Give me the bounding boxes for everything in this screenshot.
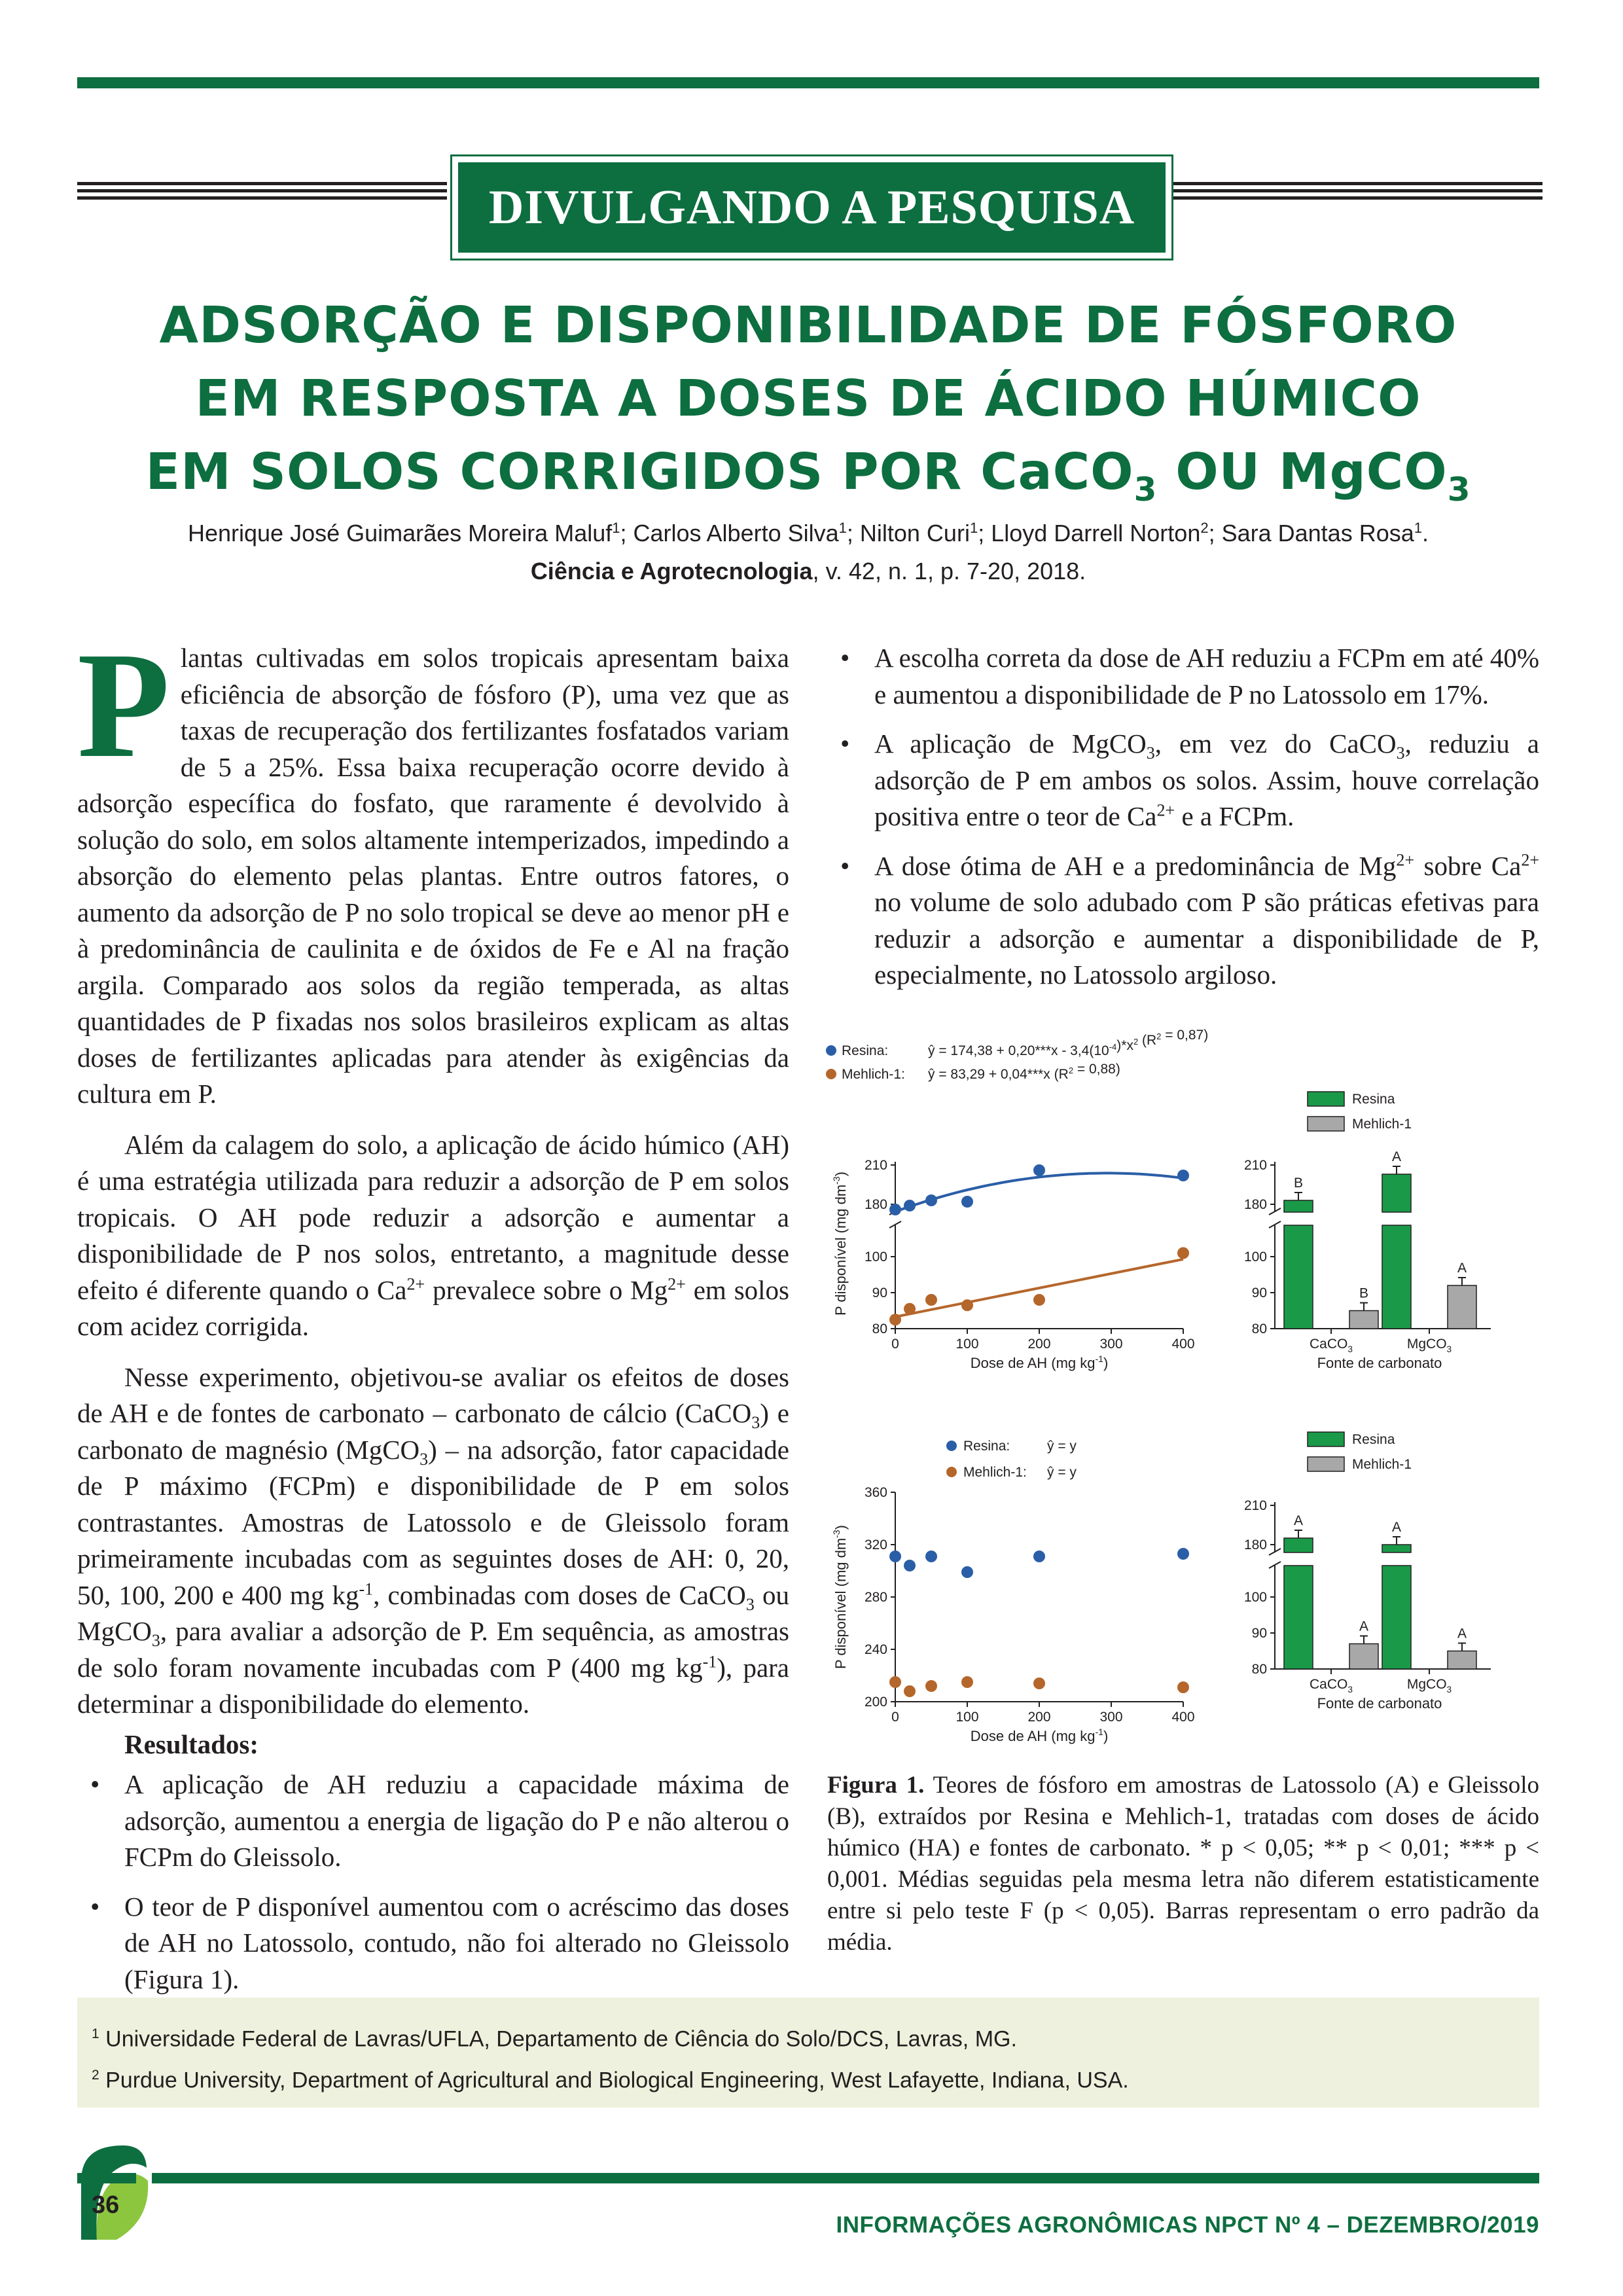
y-tick-label: 90 (872, 1285, 887, 1300)
data-point (925, 1680, 937, 1692)
significance-letter: A (1391, 1520, 1402, 1535)
journal-footer: INFORMAÇÕES AGRONÔMICAS NPCT Nº 4 – DEZEMBRO/2019 (836, 2212, 1539, 2238)
y-tick-label: 100 (1243, 1249, 1267, 1265)
y-tick-label: 180 (1243, 1197, 1267, 1212)
p3-sup1: -1 (359, 1579, 374, 1598)
data-point (1177, 1247, 1189, 1259)
x-axis-label: Fonte de carbonato (1317, 1355, 1442, 1371)
data-point (961, 1676, 973, 1688)
results-list-left (77, 1767, 789, 1998)
chart-a-bars (1230, 1086, 1544, 1407)
affil-mark: 1 (612, 520, 620, 536)
y-tick-label: 80 (1251, 1662, 1267, 1677)
legend-marker (826, 1069, 836, 1079)
y-tick-label: 90 (1251, 1285, 1267, 1300)
b5-c: no volume de solo adubado com P são práticas efetivas para reduzir a adsorção e aumentar a disponibilidade de P, especialmente, no Latossolo argiloso. (874, 887, 1539, 990)
title-line-3-a: EM SOLOS CORRIGIDOS POR CaCO (145, 443, 1134, 501)
x-axis-label: Dose de AH (mg $kg^{-1}$) (970, 1354, 1109, 1371)
title-line-1: ADSORÇÃO E DISPONIBILIDADE DE FÓSFORO (159, 296, 1457, 355)
y-tick-label: 210 (1243, 1158, 1267, 1173)
data-point (1033, 1164, 1045, 1176)
significance-letter: B (1359, 1285, 1369, 1301)
affil-mark: 1 (969, 520, 978, 536)
y-axis-label: P disponível (mg $dm^{-3}$) (831, 1525, 849, 1669)
data-point (925, 1294, 937, 1306)
data-point (904, 1303, 916, 1315)
p3-sub2: 3 (419, 1449, 429, 1469)
result-text-2: O teor de P disponível aumentou com o acréscimo das doses de AH no Latossolo, contudo, não foi alterado no Gleissolo (Figura 1). (124, 1891, 789, 1994)
significance-letter: B (1293, 1175, 1304, 1191)
left-column (77, 621, 790, 2011)
legend-label: Resina (1352, 1092, 1395, 1107)
legend-label: Mehlich-1 (1352, 1457, 1412, 1472)
x-axis-label: Fonte de carbonato (1317, 1695, 1442, 1712)
bar (1448, 1651, 1476, 1670)
title-sub-1: 3 (1133, 471, 1158, 509)
y-tick-label: 210 (864, 1158, 887, 1173)
bar (1284, 1200, 1313, 1212)
banner-rule-left (77, 182, 447, 204)
bullet-dot: • (840, 850, 850, 881)
results-list-right (827, 640, 1539, 994)
legend-marker (946, 1467, 957, 1477)
bottom-rule (152, 2173, 1539, 2183)
significance-letter: A (1457, 1626, 1467, 1641)
y-tick-label: 280 (864, 1590, 887, 1605)
title-line-3-b: OU MgCO (1157, 443, 1448, 501)
leaf-logo-icon (77, 2142, 151, 2240)
bullet-dot: • (90, 1891, 100, 1922)
p3-b: ) e carbonato de magnésio (MgCO (77, 1398, 789, 1465)
data-point (904, 1560, 916, 1571)
paragraph-1 (77, 621, 789, 1113)
chart-a-scatter (812, 1028, 1230, 1407)
figure-caption (827, 1770, 1539, 1958)
significance-letter: A (1359, 1619, 1369, 1634)
figure-label: Figura 1. (827, 1772, 925, 1799)
y-tick-label: 180 (1243, 1537, 1267, 1552)
result-bullet-2 (77, 1889, 789, 1998)
y-tick-label: 100 (1243, 1590, 1267, 1605)
p2-sup2: 2+ (668, 1274, 686, 1293)
bar (1448, 1285, 1476, 1329)
data-point (1177, 1170, 1189, 1181)
fit-line-mehlich (895, 1259, 1183, 1317)
legend-label: Mehlich-1: (842, 1067, 905, 1082)
title-line-2: EM RESPOSTA A DOSES DE ÁCIDO HÚMICO (195, 370, 1421, 428)
p3-sup2: -1 (702, 1651, 717, 1671)
data-point (904, 1685, 916, 1697)
bar (1382, 1545, 1411, 1552)
x-tick-label: 400 (1171, 1336, 1195, 1352)
affil-mark: 2 (1200, 520, 1209, 536)
category-label: MgCO$_3$ (1406, 1336, 1452, 1354)
bar (1382, 1566, 1411, 1669)
x-tick-label: 300 (1099, 1336, 1123, 1352)
bar (1382, 1225, 1411, 1329)
x-tick-label: 300 (1099, 1710, 1123, 1725)
legend-swatch (1308, 1457, 1344, 1471)
y-tick-label: 200 (864, 1695, 887, 1710)
paragraph-2 (77, 1127, 789, 1345)
banner-rule-right (1173, 182, 1543, 204)
result-text-3: A escolha correta da dose de AH reduziu a FCPm em até 40% e aumentou a disponibilidade de P no Latossolo em 17%. (874, 643, 1539, 709)
legend-label: Resina: (842, 1043, 889, 1058)
p3-sub3: 3 (745, 1594, 755, 1614)
b4-d: e a FCPm. (1175, 801, 1294, 831)
bullet-dot: • (840, 643, 850, 673)
footnote-mark: 2 (92, 2068, 99, 2083)
b4-sub1: 3 (1146, 744, 1155, 763)
bar (1284, 1225, 1313, 1329)
legend-label: Resina (1352, 1432, 1395, 1447)
section-banner: DIVULGANDO A PESQUISA (458, 162, 1166, 253)
p2-b: prevalece sobre o Mg (425, 1274, 668, 1305)
p3-e: ou MgCO (77, 1579, 790, 1646)
footnote-2 (92, 2057, 1539, 2098)
author-1: Henrique José Guimarães Moreira Maluf (187, 520, 613, 547)
result-bullet-3 (827, 640, 1539, 713)
page-number: 36 (92, 2191, 120, 2219)
data-point (925, 1551, 937, 1562)
bullet-dot: • (840, 728, 850, 759)
legend-label: Resina: (963, 1439, 1010, 1454)
footnote-mark: 1 (92, 2026, 99, 2041)
b4-b: , em vez do CaCO (1154, 728, 1397, 759)
data-point (961, 1566, 973, 1578)
b4-c: , reduziu a adsorção de P em ambos os solos. Assim, houve correlação positiva entre o teor de Ca (874, 728, 1539, 831)
p3-d: , combinadas com doses de CaCO (373, 1579, 746, 1610)
bar (1284, 1538, 1313, 1552)
fit-line-resina (895, 1173, 1183, 1211)
legend-swatch (1308, 1117, 1344, 1131)
p3-sub1: 3 (751, 1413, 760, 1433)
data-point (1033, 1677, 1045, 1689)
title-sub-2: 3 (1447, 471, 1471, 509)
data-point (889, 1676, 901, 1688)
y-tick-label: 90 (1251, 1626, 1267, 1641)
legend-marker (826, 1045, 836, 1056)
results-heading: Resultados: (124, 1729, 259, 1759)
b5-a: A dose ótima de AH e a predominância de Mg (874, 850, 1397, 881)
authors-end: . (1422, 520, 1429, 547)
y-tick-label: 80 (872, 1321, 887, 1336)
significance-letter: A (1457, 1261, 1467, 1276)
footnote-1 (92, 2016, 1539, 2057)
data-point (904, 1200, 916, 1211)
significance-letter: A (1293, 1513, 1304, 1528)
authors-block (77, 509, 1539, 590)
y-tick-label: 80 (1251, 1321, 1267, 1336)
b5-sup1: 2+ (1396, 850, 1415, 869)
author-2: ; Carlos Alberto Silva (620, 520, 839, 547)
result-bullet-4 (827, 726, 1539, 835)
bar (1284, 1566, 1313, 1669)
author-3: ; Nilton Curi (846, 520, 970, 547)
data-point (961, 1196, 973, 1208)
citation-details: , v. 42, n. 1, p. 7-20, 2018. (812, 558, 1086, 584)
category-label: CaCO$_3$ (1310, 1677, 1353, 1695)
bar (1349, 1311, 1378, 1329)
data-point (889, 1314, 901, 1325)
y-tick-label: 360 (864, 1485, 887, 1500)
citation (77, 552, 1539, 590)
data-point (1033, 1551, 1045, 1562)
author-5: ; Sara Dantas Rosa (1208, 520, 1414, 547)
p3-c: ) – na adsorção, fator capacidade de P máximo (FCPm) e disponibilidade de P em solos contrastantes. Amostras de Latossolo e de Gleissolo foram primeiramente incubadas com as seguintes doses de AH: 0, 20, 50, 100, 200 e 400 mg kg (77, 1434, 789, 1610)
x-tick-label: 200 (1027, 1710, 1051, 1725)
bullet-dot: • (90, 1769, 100, 1799)
y-tick-label: 210 (1243, 1498, 1267, 1513)
footnotes (77, 1998, 1539, 2108)
regression-equation: ŷ = y (1047, 1439, 1077, 1454)
author-list (77, 509, 1539, 552)
legend-swatch (1308, 1092, 1344, 1106)
p2-sup1: 2+ (406, 1274, 425, 1293)
result-text-1: A aplicação de AH reduziu a capacidade máxima de adsorção, aumentou a energia de ligação do P e não alterou o FCPm do Gleissolo. (124, 1769, 789, 1872)
journal-name: Ciência e Agrotecnologia (530, 558, 813, 584)
b4-sup: 2+ (1156, 800, 1175, 820)
x-tick-label: 0 (891, 1336, 899, 1352)
x-tick-label: 100 (955, 1336, 979, 1352)
regression-equation: ŷ = $174,38 + 0,20***x - 3,4(10^{-4})*x^2$ $(R^2 = 0,87)$ (928, 1028, 1209, 1058)
x-tick-label: 200 (1027, 1336, 1051, 1352)
b5-b: sobre Ca (1414, 850, 1522, 881)
legend-label: Mehlich-1 (1352, 1117, 1412, 1132)
y-tick-label: 240 (864, 1642, 887, 1657)
footnote-text: Purdue University, Department of Agricultural and Biological Engineering, West Lafayette, Indiana, USA. (99, 2068, 1129, 2093)
result-bullet-1 (77, 1767, 789, 1876)
p3-f: , para avaliar a adsorção de P. Em sequência, as amostras de solo foram novamente incubadas com P (400 mg kg (77, 1616, 789, 1683)
title-line-3 (77, 436, 1539, 509)
p3-g: ), para determinar a disponibilidade do elemento. (77, 1652, 790, 1719)
y-tick-label: 320 (864, 1537, 887, 1552)
footnote-text: Universidade Federal de Lavras/UFLA, Departamento de Ciência do Solo/DCS, Lavras, MG. (99, 2026, 1017, 2052)
paragraph-3 (77, 1359, 789, 1723)
right-column (827, 640, 1539, 1007)
top-rule (77, 77, 1539, 88)
paragraph-1-text: lantas cultivadas em solos tropicais apresentam baixa eficiência de absorção de fósforo (P), uma vez que as taxas de recuperação dos fertilizantes fosfatados variam de 5 a 25%. Essa baixa recuperação ocorre devido à adsorção específica do fosfato, que raramente é devolvido à solução do solo, em solos altamente intemperizados, impedindo a absorção do elemento pelas plantas. Entre outros fatores, o aumento da adsorção de P no solo tropical se deve ao menor pH e à predominância de caulinita e de óxidos de Fe e Al na fração argila. Comparado aos solos da região temperada, as altas quantidades de P fixadas nos solos brasileiros explicam as altas doses de fertilizantes aplicadas para atender às exigências da cultura em P. (77, 643, 789, 1109)
bar (1349, 1644, 1378, 1670)
regression-equation: ŷ = y (1047, 1465, 1077, 1480)
legend-marker (946, 1441, 957, 1451)
x-tick-label: 0 (891, 1710, 899, 1725)
b4-a: A aplicação de MgCO (874, 728, 1147, 759)
x-tick-label: 400 (1171, 1710, 1195, 1725)
category-label: CaCO$_3$ (1310, 1336, 1353, 1354)
data-point (889, 1551, 901, 1562)
author-4: ; Lloyd Darrell Norton (978, 520, 1201, 547)
y-axis-label: P disponível (mg $dm^{-3}$) (831, 1172, 849, 1316)
data-point (961, 1299, 973, 1311)
data-point (925, 1194, 937, 1206)
article-title (77, 289, 1539, 509)
bar (1382, 1174, 1411, 1212)
p2-a: Além da calagem do solo, a aplicação de ácido húmico (AH) é uma estratégia utilizada para reduzir a adsorção de P em solos tropicais. O AH pode reduzir a adsorção e aumentar a disponibilidade de P nos solos, entretanto, a magnitude desse efeito é diferente quando o Ca (77, 1129, 789, 1305)
legend-swatch (1308, 1432, 1344, 1446)
result-bullet-5 (827, 848, 1539, 994)
regression-equation: ŷ = 83,29 + 0,04***x $(R^2 = 0,88)$ (928, 1062, 1120, 1082)
y-tick-label: 100 (864, 1249, 887, 1265)
x-tick-label: 100 (955, 1710, 979, 1725)
legend-label: Mehlich-1: (963, 1465, 1027, 1480)
chart-b-scatter (812, 1427, 1230, 1754)
b5-sup2: 2+ (1521, 850, 1539, 869)
drop-cap: P (77, 621, 170, 789)
data-point (1177, 1548, 1189, 1560)
figure-caption-text: Teores de fósforo em amostras de Latossolo (A) e Gleissolo (B), extraídos por Resina e Mehlich-1, tratadas com doses de ácido húmico (HA) e fontes de carbonato. * p < 0,05; ** p < 0,01; *** p < 0,001. Médias seguidas pela mesma letra não diferem estatisticamente entre si pelo teste F (p < 0,05). Barras representam o erro padrão da média. (827, 1772, 1539, 1956)
chart-b-bars (1230, 1427, 1544, 1754)
p3-a: Nesse experimento, objetivou-se avaliar os efeitos de doses de AH e de fontes de carbonato – carbonato de cálcio (CaCO (77, 1361, 789, 1428)
affil-mark: 1 (1414, 520, 1422, 536)
b4-sub2: 3 (1396, 744, 1405, 763)
bottom-rule-left (77, 2173, 136, 2183)
category-label: MgCO$_3$ (1406, 1677, 1452, 1695)
data-point (1177, 1681, 1189, 1693)
affil-mark: 1 (838, 520, 847, 536)
p2-c: em solos com acidez corrigida. (77, 1274, 789, 1341)
p3-sub4: 3 (151, 1631, 160, 1651)
significance-letter: A (1391, 1149, 1402, 1164)
y-tick-label: 180 (864, 1197, 887, 1212)
data-point (1033, 1294, 1045, 1306)
x-axis-label: Dose de AH (mg $kg^{-1}$) (970, 1727, 1109, 1744)
data-point (889, 1204, 901, 1215)
